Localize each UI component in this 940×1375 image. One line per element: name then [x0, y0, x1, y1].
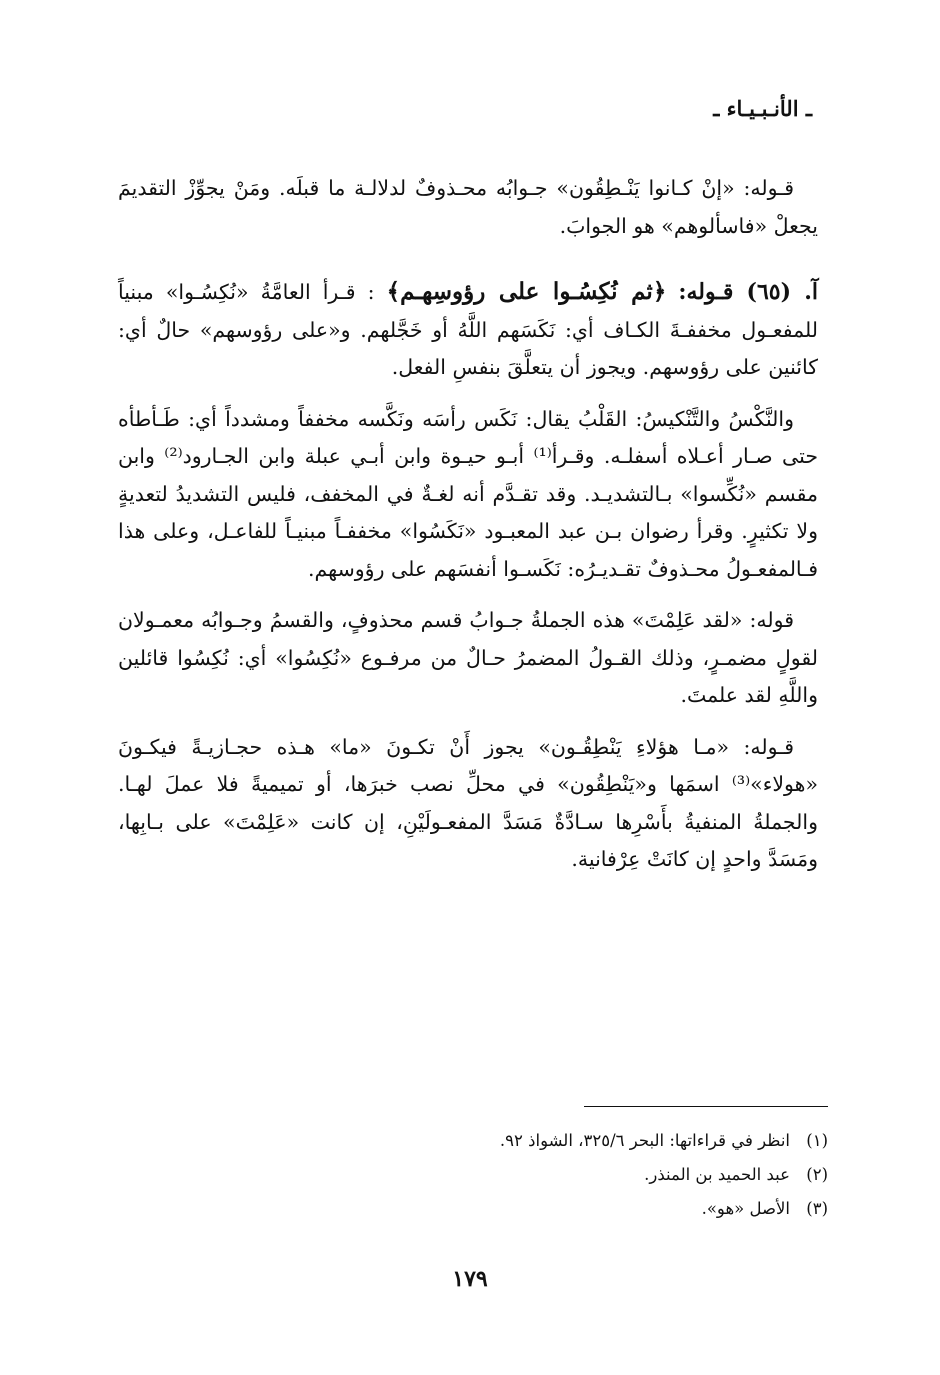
footnote-2: [308, 1158, 828, 1192]
paragraph-3: والنَّكْسُ والتَّنْكيسُ: القَلْبُ يقال: نَكَس رأسَه ونَكَّسه مخففاً ومشدداً أي: طَـأطأه حتى صـار أعـلاه أسفلـه. وقـرأ⁽¹⁾ أبـو حيـوة وابن أبـي عبلة وابن الجـارود⁽²⁾ وابن مقسم «نُكِّسوا» بـالتشديـد. وقد تقـدَّم أنه لغـةٌ في المخفف، فليس التشديدُ لتعديةٍ ولا تكثيرٍ. وقرأ رضوان بـن عبد المعبـود «نَكَسُوا» مخففـاً مبنيـاً للفاعـل، وعلى هذا فـالمفعـولُ محـذوفٌ تقـديـرُه: نَكَسـوا أنفسَهم على رؤوسهم.: [118, 406, 818, 581]
footnote-divider: [584, 1106, 828, 1107]
paragraph-5: قـوله: «مـا هؤلاءِ يَنْطِقُـون» يجوز أَنْ تكـونَ «ما» هـذه حجـازيـةً فيكـونَ «هولاء»⁽³⁾ اسمَها و«يَنْطِقُون» في محلِّ نصب خبرَها، أو تميميةً فلا عملَ لهـا. والجملةُ المنفيةُ بأَسْرِها سـادَّةٌ مَسَدَّ المفعـولَيْنِ، إن كانت «عَلِمْتَ» على بـابِها، ومَسَدَّ واحدٍ إن كانَتْ عِرْفانية.: [118, 734, 818, 871]
footnote-text: انظر في قراءاتها: البحر ٣٢٥/٦، الشواذ ٩٢.: [499, 1131, 790, 1150]
page-number: ١٧٩: [452, 1266, 488, 1292]
footnotes: [308, 1124, 828, 1226]
verse-commentary: : قـرأ العامَّةُ «نُكِسُـوا» مبنياً للمفعـول مخففـةَ الكـاف أي: نَكَسَهم اللَّهُ أو خَجَّلهم. و«على رؤوسهم» حالٌ أي: كائنين على رؤوسهم. ويجوز أن يتعلَّقَ بنفسِ الفعل.: [118, 280, 818, 379]
footnote-number: (٣): [806, 1199, 828, 1218]
running-head: ـ الأنـبـيـاء ـ: [713, 96, 812, 121]
verse-paragraph: [118, 273, 818, 387]
verse-label: آ. (٦٥) قـوله:: [678, 279, 819, 305]
paragraph-4: قوله: «لقد عَلِمْتَ» هذه الجملةُ جـوابُ قسم محذوفٍ، والقسمُ وجـوابُه معمـولان لقولٍ مضمـرٍ، وذلك القـولُ المضمرُ حـالٌ من مرفـوع «نُكِسُوا» أي: نُكِسُوا قائلين واللَّهِ لقد علمتَ.: [118, 608, 818, 707]
footnote-text: عبد الحميد بن المنذر.: [644, 1165, 790, 1184]
footnote-text: الأصل «هو».: [701, 1199, 790, 1218]
paragraph-1: قـوله: «إنْ كـانوا يَنْـطِقُون» جـوابُه محـذوفٌ لدلالـة ما قبلَه. ومَنْ يجوِّزْ التقديمَ يجعلْ «فاسألوهم» هو الجوابَ.: [118, 176, 818, 238]
footnote-3: [308, 1192, 828, 1226]
footnote-number: (٢): [806, 1165, 828, 1184]
main-text: [118, 170, 818, 893]
verse-quote: ﴿ثم نُكِسُـوا على رؤوسِهـم﴾: [386, 278, 667, 305]
footnote-number: (١): [806, 1131, 828, 1150]
footnote-1: [308, 1124, 828, 1158]
